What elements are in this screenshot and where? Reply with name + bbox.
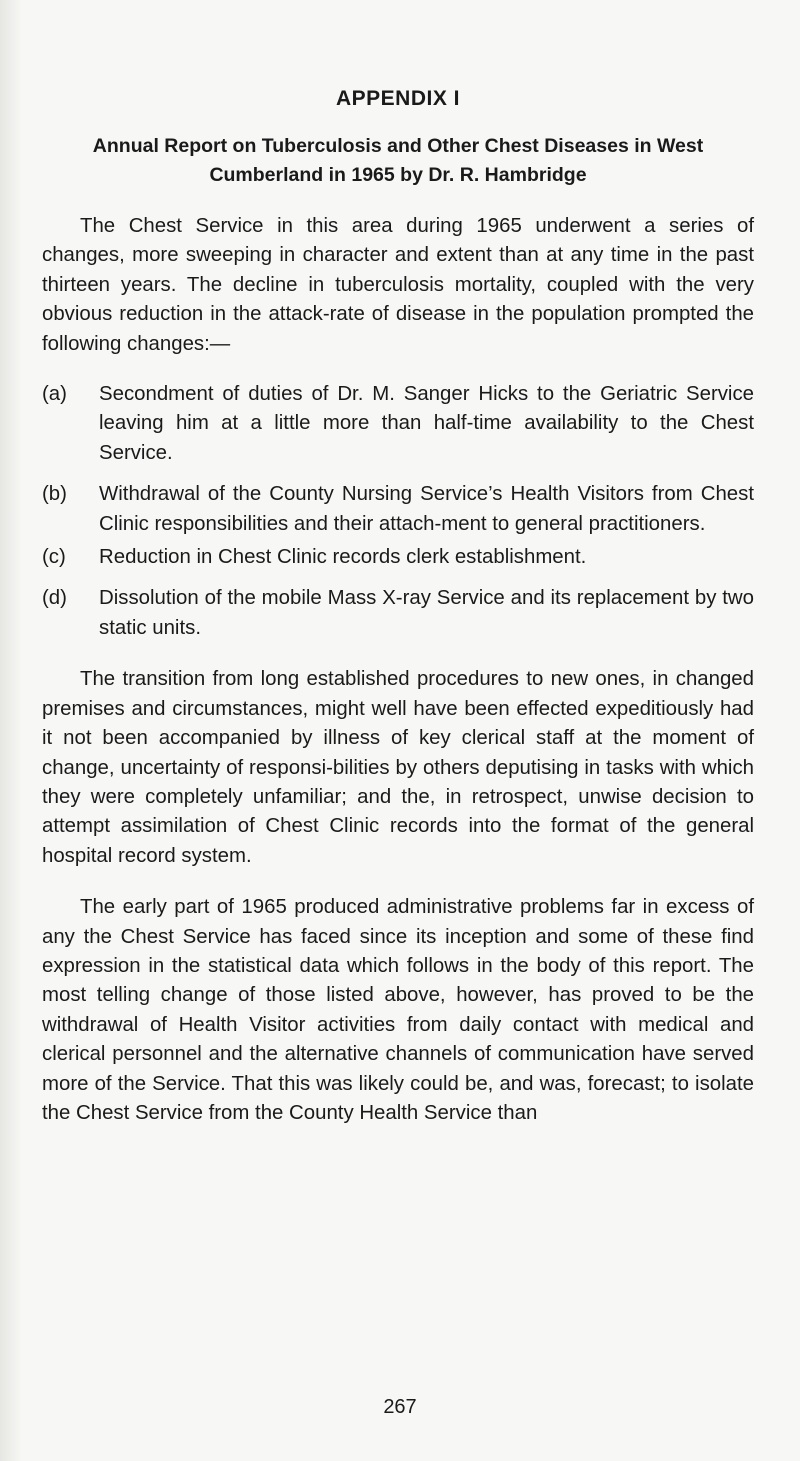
report-title-line-1: Annual Report on Tuberculosis and Other Chest Diseases in West: [92, 135, 704, 157]
list-item-marker: (d): [42, 587, 67, 610]
list-item-text: Withdrawal of the County Nursing Service’s Health Visitors from Chest Clinic responsibilities and their attach-ment to general practitioners.: [99, 483, 754, 535]
page-gutter-shadow: [0, 0, 22, 1461]
list-item-text: Secondment of duties of Dr. M. Sanger Hicks to the Geriatric Service leaving him at a little more than half-time availability to the Chest Service.: [99, 383, 754, 464]
transition-paragraph: The transition from long established procedures to new ones, in changed premises and circumstances, might well have been effected expeditiously had it not been accompanied by illness of key clerical staff at the moment of change, uncertainty of responsi-bilities by others deputising in tasks with which they were completely unfamiliar; and the, in retrospect, unwise decision to attempt assimilation of Chest Clinic records into the format of the general hospital record system.: [42, 668, 754, 867]
list-item-text: Dissolution of the mobile Mass X-ray Service and its replacement by two static units.: [99, 587, 754, 639]
list-item-text: Reduction in Chest Clinic records clerk establishment.: [99, 546, 587, 569]
list-item: [42, 380, 754, 468]
list-item-marker: (c): [42, 546, 66, 569]
list-item: [42, 584, 754, 643]
list-item-marker: (a): [42, 383, 67, 406]
changes-list: [42, 380, 754, 643]
page-number: 267: [383, 1396, 417, 1418]
appendix-heading: APPENDIX I: [335, 87, 461, 110]
list-item-marker: (b): [42, 483, 67, 506]
list-item: [42, 480, 754, 539]
document-page: [42, 86, 754, 1128]
list-item: [42, 543, 754, 572]
report-title-line-2: Cumberland in 1965 by Dr. R. Hambridge: [209, 164, 587, 186]
early-1965-paragraph: The early part of 1965 produced administrative problems far in excess of any the Chest Service has faced since its inception and some of these find expression in the statistical data which follows in the body of this report. The most telling change of those listed above, however, has proved to be the withdrawal of Health Visitor activities from daily contact with medical and clerical personnel and the alternative channels of communication have served more of the Service. That this was likely could be, and was, forecast; to isolate the Chest Service from the County Health Service than: [42, 896, 754, 1124]
intro-paragraph: The Chest Service in this area during 1965 underwent a series of changes, more sweeping in character and extent than at any time in the past thirteen years. The decline in tuberculosis mortality, coupled with the very obvious reduction in the attack-rate of disease in the population prompted the following changes:—: [42, 215, 754, 355]
report-title: [42, 132, 754, 190]
